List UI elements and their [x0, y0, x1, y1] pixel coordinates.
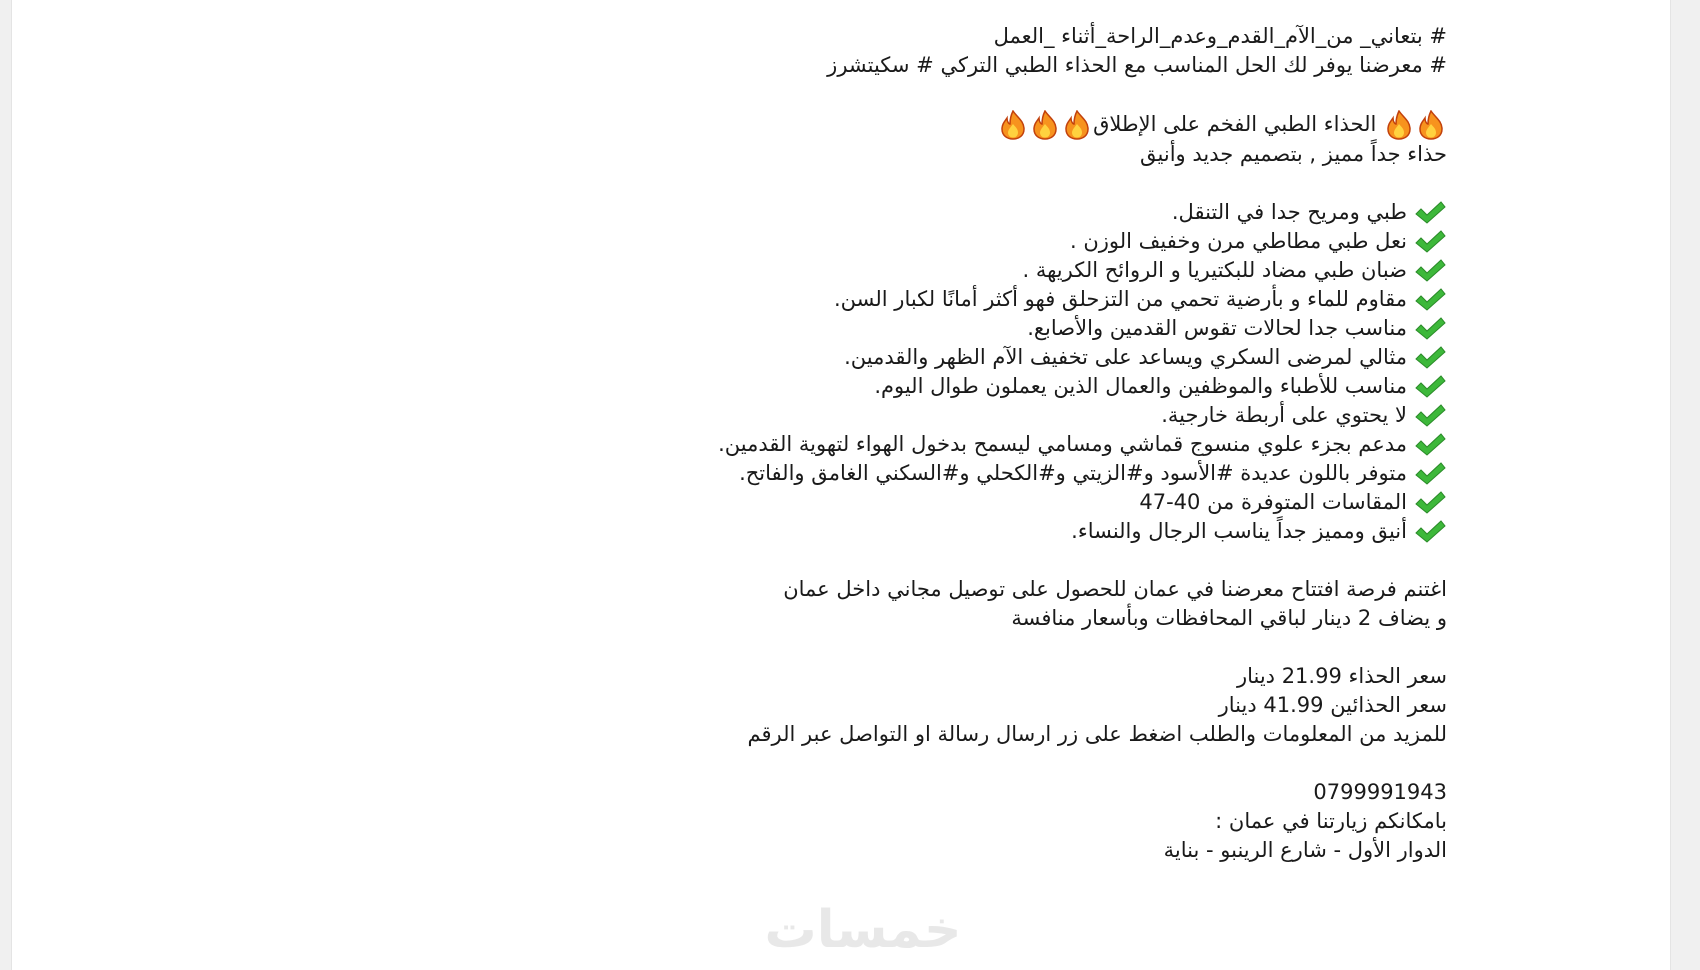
- spacer: [347, 749, 1447, 778]
- feature-item: [347, 517, 1447, 546]
- headline: [347, 109, 1447, 140]
- fire-icon: [1031, 110, 1059, 140]
- feature-text: مناسب جدا لحالات تقوس القدمين والأصابع.: [1027, 316, 1407, 340]
- check-mark-icon: [1413, 288, 1447, 312]
- page-canvas: [11, 0, 1671, 970]
- check-mark-icon: [1413, 346, 1447, 370]
- feature-item: [347, 285, 1447, 314]
- hashtag-line-2: # معرضنا يوفر لك الحل المناسب مع الحذاء الطبي التركي # سكيتشرز: [827, 53, 1447, 77]
- contact-note: للمزيد من المعلومات والطلب اضغط على زر ارسال رسالة او التواصل عبر الرقم: [747, 722, 1447, 746]
- feature-item: [347, 227, 1447, 256]
- feature-text: نعل طبي مطاطي مرن وخفيف الوزن .: [1070, 229, 1407, 253]
- check-mark-icon: [1413, 317, 1447, 341]
- feature-item: [347, 314, 1447, 343]
- feature-item: [347, 198, 1447, 227]
- feature-text: مدعم بجزء علوي منسوج قماشي ومسامي ليسمح بدخول الهواء لتهوية القدمين.: [718, 432, 1407, 456]
- feature-text: أنيق ومميز جداً يناسب الرجال والنساء.: [1071, 519, 1407, 543]
- feature-item: [347, 459, 1447, 488]
- feature-item: [347, 430, 1447, 459]
- spacer: [347, 80, 1447, 109]
- price-single: سعر الحذاء 21.99 دينار: [1236, 664, 1447, 688]
- address-line: الدوار الأول - شارع الرينبو - بناية: [1163, 838, 1447, 862]
- check-mark-icon: [1413, 375, 1447, 399]
- phone-number: 0799991943: [1313, 780, 1447, 804]
- watermark-logo: خمسات: [764, 900, 962, 960]
- check-mark-icon: [1413, 520, 1447, 544]
- feature-text: مقاوم للماء و بأرضية تحمي من التزحلق فهو أكثر أمانًا لكبار السن.: [834, 287, 1407, 311]
- post-body: [347, 22, 1447, 865]
- check-mark-icon: [1413, 491, 1447, 515]
- spacer: [347, 169, 1447, 198]
- feature-text: طبي ومريح جدا في التنقل.: [1171, 200, 1407, 224]
- offer-line-2: و يضاف 2 دينار لباقي المحافظات وبأسعار منافسة: [1011, 606, 1447, 630]
- feature-text: مناسب للأطباء والموظفين والعمال الذين يعملون طوال اليوم.: [874, 374, 1407, 398]
- feature-item: [347, 256, 1447, 285]
- feature-text: مثالي لمرضى السكري ويساعد على تخفيف الآم الظهر والقدمين.: [844, 345, 1407, 369]
- check-mark-icon: [1413, 462, 1447, 486]
- feature-item: [347, 343, 1447, 372]
- spacer: [347, 633, 1447, 662]
- fire-icon: [1063, 110, 1091, 140]
- check-mark-icon: [1413, 201, 1447, 225]
- fire-icon: [1417, 110, 1445, 140]
- headline-subtitle: حذاء جداً مميز , بتصميم جديد وأنيق: [1140, 142, 1447, 166]
- check-mark-icon: [1413, 230, 1447, 254]
- feature-list: [347, 198, 1447, 546]
- feature-item: [347, 372, 1447, 401]
- price-double: سعر الحذائين 41.99 دينار: [1218, 693, 1447, 717]
- feature-text: لا يحتوي على أربطة خارجية.: [1161, 403, 1407, 427]
- feature-text: ضبان طبي مضاد للبكتيريا و الروائح الكريهة .: [1022, 258, 1407, 282]
- feature-text: متوفر باللون عديدة #الأسود و#الزيتي و#الكحلي و#السكني الغامق والفاتح.: [739, 461, 1407, 485]
- feature-item: [347, 488, 1447, 517]
- visit-line: بامكانكم زيارتنا في عمان :: [1215, 809, 1447, 833]
- feature-item: [347, 401, 1447, 430]
- check-mark-icon: [1413, 433, 1447, 457]
- check-mark-icon: [1413, 259, 1447, 283]
- offer-line-1: اغتنم فرصة افتتاح معرضنا في عمان للحصول على توصيل مجاني داخل عمان: [783, 577, 1447, 601]
- fire-icon: [999, 110, 1027, 140]
- fire-icon: [1385, 110, 1413, 140]
- check-mark-icon: [1413, 404, 1447, 428]
- spacer: [347, 546, 1447, 575]
- hashtag-line-1: # بتعاني_ من_الآم_القدم_وعدم_الراحة_أثناء _العمل: [993, 24, 1447, 48]
- headline-title: الحذاء الطبي الفخم على الإطلاق: [1093, 112, 1377, 136]
- feature-text: المقاسات المتوفرة من 40-47: [1139, 490, 1407, 514]
